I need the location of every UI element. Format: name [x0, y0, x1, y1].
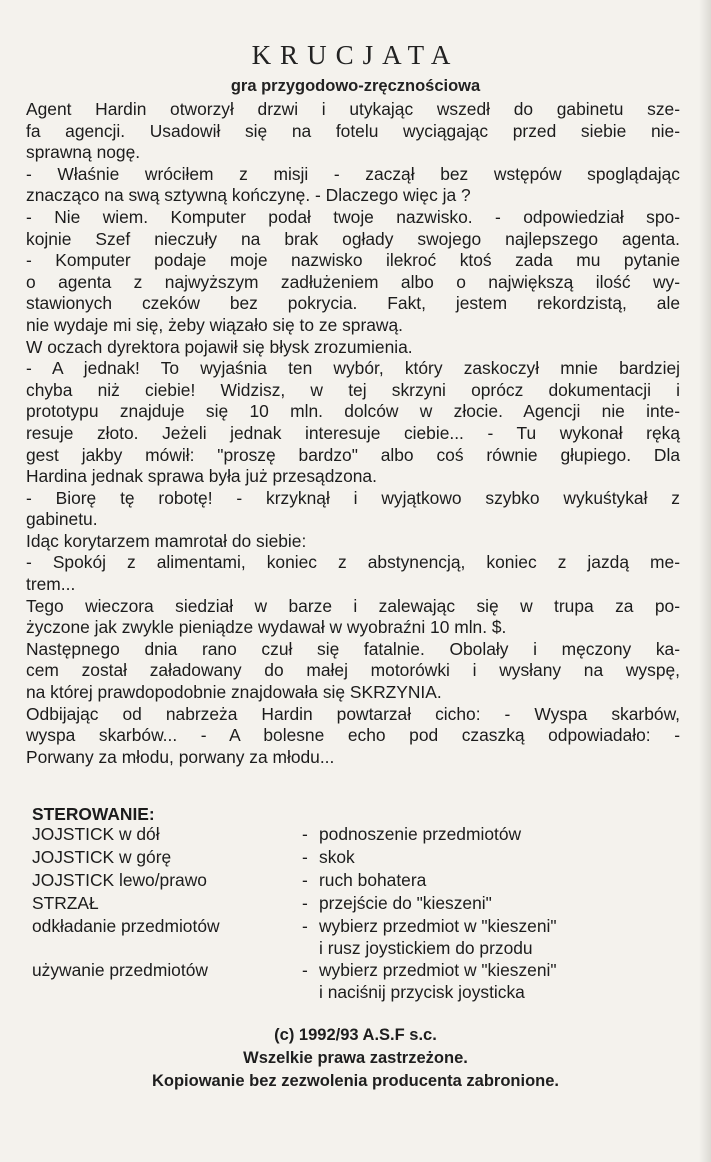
story-line: stawionych czeków bez pokrycia. Fakt, jestem rekordzistą, ale [26, 293, 680, 314]
control-row [32, 892, 672, 915]
control-action-line: i naciśnij przycisk joysticka [319, 982, 525, 1002]
control-dash: - [302, 847, 308, 867]
control-action-line: skok [319, 847, 355, 867]
control-dash: - [302, 824, 308, 844]
control-dash: - [302, 893, 308, 913]
story-line: trem... [26, 574, 76, 595]
story-line: - Biorę tę robotę! - krzyknął i wyjątkowo szybko wykuśtykał z [26, 487, 680, 508]
control-row [32, 823, 672, 846]
control-dash: - [302, 960, 308, 980]
story-line: gabinetu. [26, 509, 98, 530]
story-line: Agent Hardin otworzył drzwi i utykając wszedł do gabinetu sze- [26, 99, 680, 119]
controls-table [32, 823, 672, 1003]
story-line: Odbijając od nabrzeża Hardin powtarzał cicho: - Wyspa skarbów, [26, 703, 680, 724]
control-action-line: wybierz przedmiot w "kieszeni" [319, 916, 557, 936]
control-key: JOJSTICK w górę [32, 847, 172, 867]
control-key: JOJSTICK w dół [32, 824, 160, 844]
story-line: fa agencji. Usadowił się na fotelu wyciągając przed siebie nie- [26, 120, 680, 141]
control-row [32, 846, 672, 869]
control-action-line: i rusz joystickiem do przodu [319, 938, 533, 958]
copyright-line: (c) 1992/93 A.S.F s.c. [274, 1026, 437, 1044]
story-line: gest jakby mówił: "proszę bardzo" albo coś równie głupiego. Dla [26, 444, 680, 465]
control-action [319, 892, 492, 914]
control-row [32, 915, 672, 959]
story-line: sprawną nogę. [26, 142, 141, 163]
control-action-line: wybierz przedmiot w "kieszeni" [319, 960, 557, 980]
story-line: - A jednak! To wyjaśnia ten wybór, który zaskoczył mnie bardziej [26, 358, 680, 379]
story-line: Hardina jednak sprawa była już przesądzona. [26, 466, 377, 487]
story-line: - Komputer podaje moje nazwisko ilekroć ktoś zada mu pytanie [26, 250, 680, 271]
story-line: życzone jak zwykle pieniądze wydawał w wyobraźni 10 mln. $. [26, 617, 507, 638]
story-line: - Właśnie wróciłem z misji - zaczął bez wstępów spoglądając [26, 163, 680, 184]
footer [0, 1024, 711, 1093]
story-line: Idąc korytarzem mamrotał do siebie: [26, 530, 307, 551]
control-action [319, 823, 521, 845]
game-title: KRUCJATA [251, 40, 460, 70]
story-line: na której prawdopodobnie znajdowała się SKRZYNIA. [26, 682, 442, 703]
story-line: nie wydaje mi się, żeby wiązało się to ze sprawą. [26, 314, 403, 335]
story-line: resuje złoto. Jeżeli jednak interesuje ciebie... - Tu wykonał ręką [26, 422, 680, 443]
story-line: - Nie wiem. Komputer podał twoje nazwisko. - odpowiedział spo- [26, 206, 680, 227]
control-key: odkładanie przedmiotów [32, 916, 220, 936]
control-row [32, 869, 672, 892]
control-dash: - [302, 916, 308, 936]
story-line: Tego wieczora siedział w barze i zalewając się w trupa za po- [26, 595, 680, 616]
story-line: kojnie Szef nieczuły na brak ogłady swojego najlepszego agenta. [26, 228, 680, 249]
story-line: o agenta z najwyższym zadłużeniem albo o największą ilość wy- [26, 271, 680, 292]
story-line: znacząco na swą sztywną kończynę. - Dlaczego więc ja ? [26, 185, 471, 206]
copy-notice-line: Kopiowanie bez zezwolenia producenta zabronione. [151, 1072, 560, 1090]
control-key: STRZAŁ [32, 893, 99, 913]
controls-heading: STEROWANIE: [32, 804, 155, 824]
control-action-line: ruch bohatera [319, 870, 427, 890]
story-line: chyba niż ciebie! Widzisz, w tej skrzyni oprócz dokumentacji i [26, 379, 680, 400]
control-row [32, 959, 672, 1003]
story-line: W oczach dyrektora pojawił się błysk zrozumienia. [26, 336, 413, 357]
control-key: JOJSTICK lewo/prawo [32, 870, 207, 890]
control-action-line: podnoszenie przedmiotów [319, 824, 522, 844]
control-action-line: przejście do "kieszeni" [319, 893, 492, 913]
rights-line: Wszelkie prawa zastrzeżone. [243, 1049, 468, 1067]
control-action [319, 846, 355, 868]
control-action [319, 915, 557, 959]
control-action [319, 959, 557, 1003]
control-key: używanie przedmiotów [32, 960, 208, 980]
card-edge-shadow [699, 0, 711, 1162]
story-line: wyspa skarbów... - A bolesne echo pod czaszką odpowiadało: - [26, 725, 680, 746]
story-line: - Spokój z alimentami, koniec z abstynencją, koniec z jazdą me- [26, 552, 680, 573]
control-action [319, 869, 426, 891]
game-subtitle: gra przygodowo-zręcznościowa [230, 77, 481, 95]
story-line: Porwany za młodu, porwany za młodu... [26, 746, 335, 767]
story-text [26, 99, 680, 768]
story-line: prototypu znajduje się 10 mln. dolców w złocie. Agencji nie inte- [26, 401, 680, 422]
story-line: Następnego dnia rano czuł się fatalnie. Obolały i męczony ka- [26, 638, 680, 659]
control-dash: - [302, 870, 308, 890]
story-line: cem został załadowany do małej motorówki i wysłany na wyspę, [26, 660, 680, 681]
